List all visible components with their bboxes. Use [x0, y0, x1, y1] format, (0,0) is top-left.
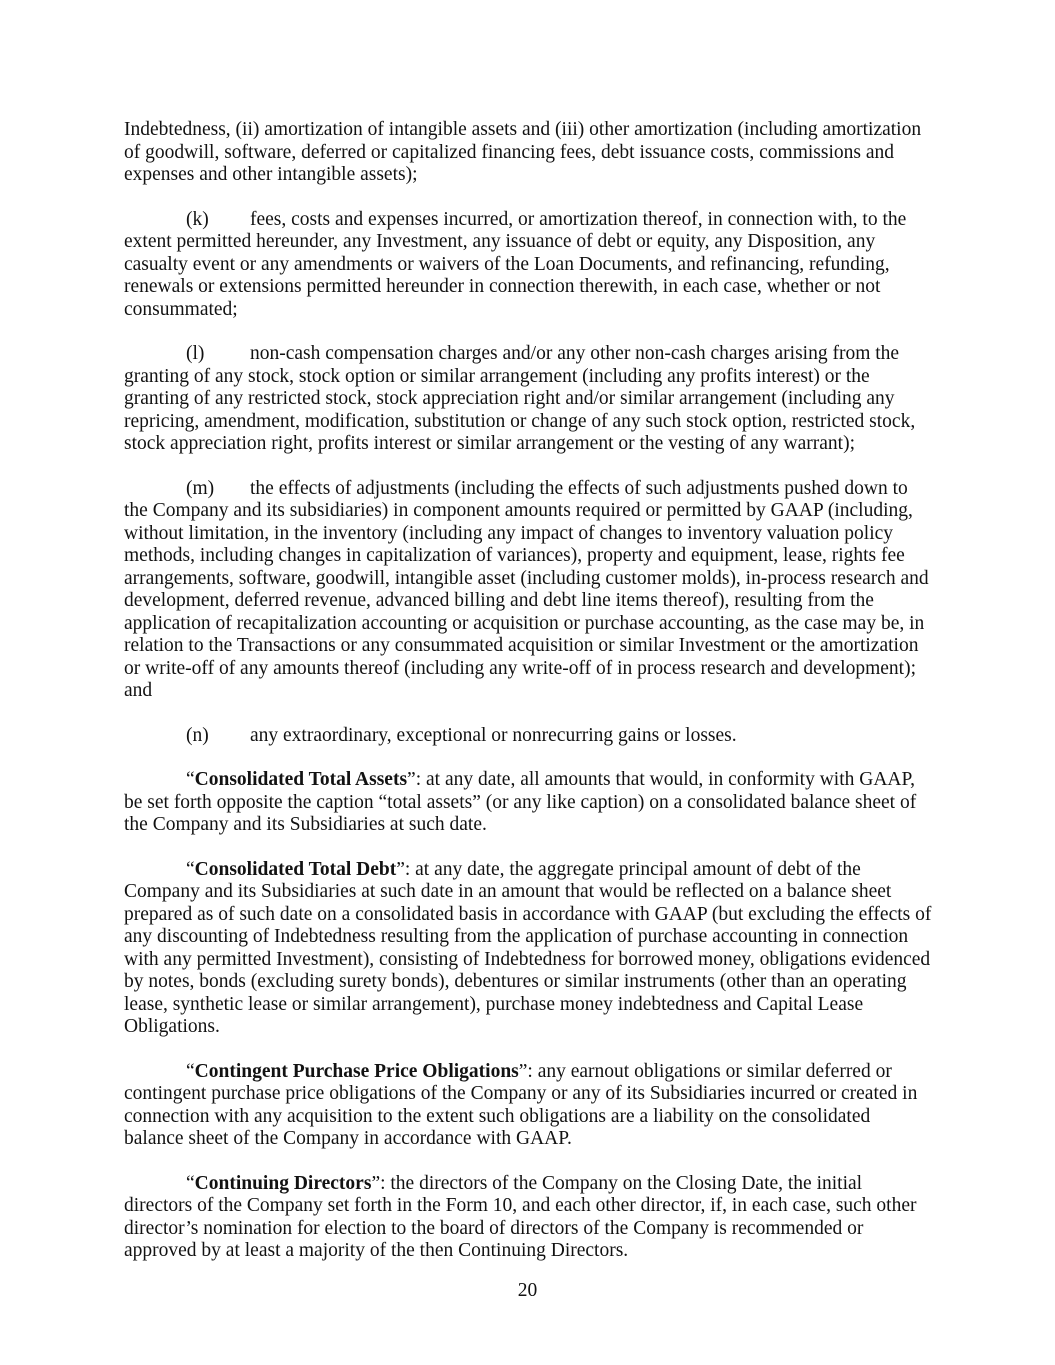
clause-label-m: (m) — [186, 477, 215, 499]
definition-contingent-purchase-price-obligations — [124, 1061, 932, 1151]
clause-label-l: (l) — [186, 343, 205, 364]
definition-text: ”: any earnout obligations or similar deferred or contingent purchase price obligations of the Company or any of its Subsidiaries incurred or created in connection with any acquisition to the extent such obligations are a liability on the consolidated balance sheet of the Company in accordance with GAAP. — [124, 1060, 918, 1149]
defined-term: Consolidated Total Assets — [194, 769, 408, 790]
definition-continuing-directors — [124, 1173, 932, 1263]
clause-paragraph-l — [124, 343, 932, 456]
clause-text-l: non-cash compensation charges and/or any other non-cash charges arising from the granting of any stock, stock option or similar arrangement (including any profits interest) or the granting of any restricted stock, stock appreciation right and/or similar arrangement (including any repricing, amendment, modification, substitution or change of any such stock option, restricted stock, stock appreciation right, profits interest or similar arrangement or the vesting of any warrant); — [124, 343, 916, 454]
clause-text-n: any extraordinary, exceptional or nonrecurring gains or losses. — [250, 724, 737, 746]
clause-text-m: the effects of adjustments (including the effects of such adjustments pushed down to the Company and its subsidiaries) in component amounts required or permitted by GAAP (including, without limitation, in the inventory (including any impact of changes to inventory valuation policy methods, including changes in capitalization of variances), property and equipment, lease, rights fee arrangements, software, goodwill, intangible asset (including customer molds), in-process research and development, deferred revenue, advanced billing and debt line items thereof), resulting from the application of recapitalization accounting or acquisition or purchase accounting, as the case may be, in relation to the Transactions or any consummated acquisition or similar Investment or the amortization or write-off of any amounts thereof (including any write-off of in process research and development); and — [124, 477, 929, 701]
definition-text: ”: at any date, all amounts that would, in conformity with GAAP, be set forth opposite the caption “total assets” (or any like caption) on a consolidated balance sheet of the Company and its Subsidiaries at such date. — [124, 769, 917, 835]
clause-text-k: fees, costs and expenses incurred, or amortization thereof, in connection with, to the extent permitted hereunder, any Investment, any issuance of debt or equity, any Disposition, any casualty event or any amendments or waivers of the Loan Documents, and refinancing, refunding, renewals or extensions permitted hereunder in connection therewith, in each case, whether or not consummated; — [124, 208, 907, 320]
definition-text: ”: the directors of the Company on the Closing Date, the initial directors of the Company set forth in the Form 10, and each other director, if, in each case, such other director’s nomination for election to the board of directors of the Company is recommended or approved by at least a majority of the then Continuing Directors. — [124, 1172, 917, 1261]
defined-term: Contingent Purchase Price Obligations — [194, 1060, 519, 1082]
clause-paragraph-k — [124, 209, 932, 322]
clause-label-n: (n) — [186, 724, 209, 746]
document-body — [124, 119, 932, 1285]
clause-label-k: (k) — [186, 208, 209, 230]
open-quote: “ — [186, 769, 195, 790]
continuation-paragraph: Indebtedness, (ii) amortization of intangible assets and (iii) other amortization (including amortization of goodwill, software, deferred or capitalized financing fees, debt issuance costs, commissions and expenses and other intangible assets); — [124, 119, 922, 185]
definition-consolidated-total-debt — [124, 859, 932, 1039]
open-quote: “ — [186, 1172, 195, 1194]
clause-paragraph-m — [124, 478, 932, 703]
clause-paragraph-n — [124, 725, 932, 748]
open-quote: “ — [186, 1060, 195, 1082]
definition-text: ”: at any date, the aggregate principal amount of debt of the Company and its Subsidiaries at such date in an amount that would be reflected on a balance sheet prepared as of such date on a consolidated basis in accordance with GAAP (but excluding the effects of any discounting of Indebtedness resulting from the application of purchase accounting in connection with any permitted Investment), consisting of Indebtedness for borrowed money, obligations evidenced by notes, bonds (excluding surety bonds), debentures or similar instruments (other than an operating lease, synthetic lease or similar arrangement), purchase money indebtedness and Capital Lease Obligations. — [124, 858, 932, 1037]
defined-term: Consolidated Total Debt — [194, 858, 397, 880]
open-quote: “ — [186, 858, 195, 880]
defined-term: Continuing Directors — [194, 1172, 372, 1194]
page-number: 20 — [517, 1280, 538, 1301]
definition-consolidated-total-assets — [124, 769, 932, 837]
